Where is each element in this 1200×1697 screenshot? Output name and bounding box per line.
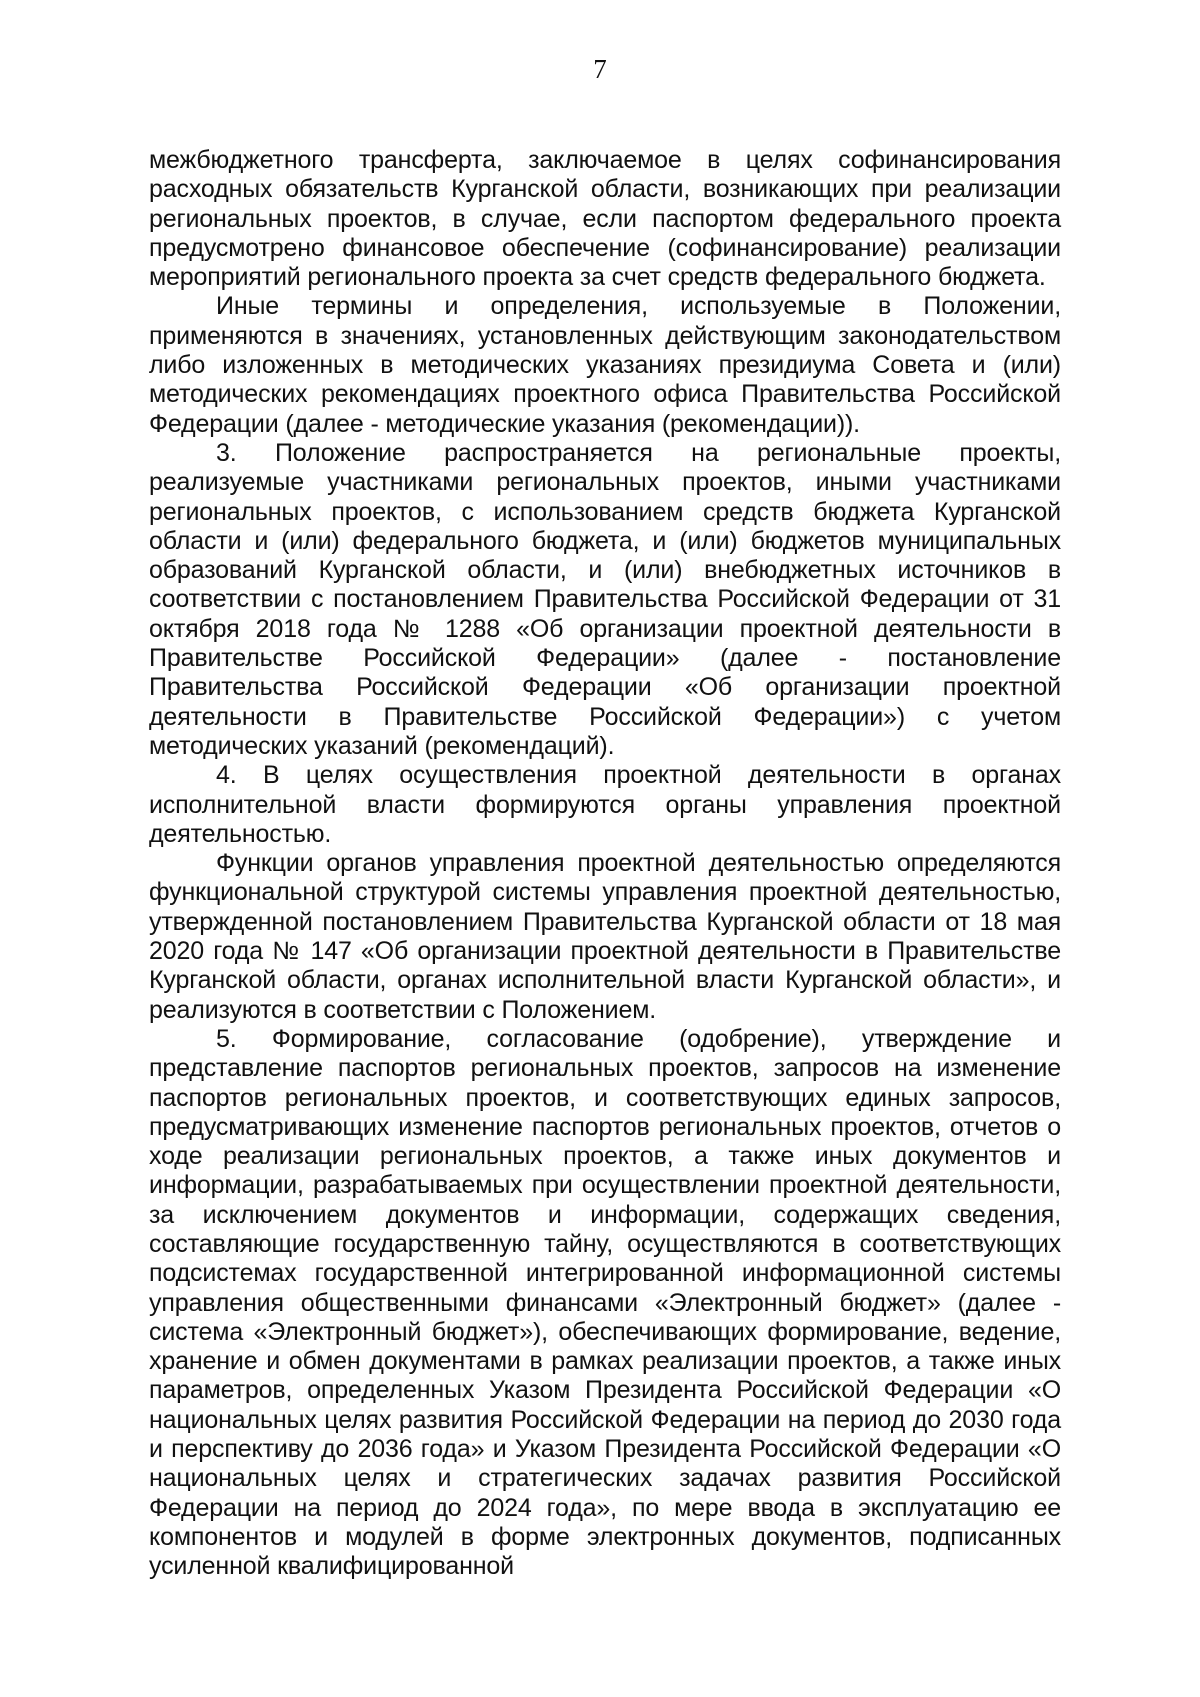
page-number: 7: [593, 54, 607, 84]
paragraph-continuation: межбюджетного трансферта, заключаемое в целях софинансирования расходных обязательств Курганской области, возникающих при реализации региональных проектов, в случае, если паспортом федерального проекта предусмотрено финансовое обеспечение (софинансирование) реализации мероприятий регионального проекта за счет средств федерального бюджета.: [149, 146, 1061, 292]
paragraph-item-4: 4. В целях осуществления проектной деятельности в органах исполнительной власти формируются органы управления проектной деятельностью.: [149, 761, 1061, 848]
paragraph-item-3: 3. Положение распространяется на региональные проекты, реализуемые участниками региональных проектов, иными участниками региональных проектов, с использованием средств бюджета Курганской области и (или) федерального бюджета, и (или) бюджетов муниципальных образований Курганской области, и (или) внебюджетных источников в соответствии с постановлением Правительства Российской Федерации от 31 октября 2018 года № 1288 «Об организации проектной деятельности в Правительстве Российской Федерации» (далее - постановление Правительства Российской Федерации «Об организации проектной деятельности в Правительстве Российской Федерации») с учетом методических указаний (рекомендаций).: [149, 438, 1061, 760]
paragraph-item-5: 5. Формирование, согласование (одобрение), утверждение и представление паспортов региональных проектов, запросов на изменение паспортов региональных проектов, и соответствующих единых запросов, предусматривающих изменение паспортов региональных проектов, отчетов о ходе реализации региональных проектов, а также иных документов и информации, разрабатываемых при осуществлении проектной деятельности, за исключением документов и информации, содержащих сведения, составляющие государственную тайну, осуществляются в соответствующих подсистемах государственной интегрированной информационной системы управления общественными финансами «Электронный бюджет» (далее - система «Электронный бюджет»), обеспечивающих формирование, ведение, хранение и обмен документами в рамках реализации проектов, а также иных параметров, определенных Указом Президента Российской Федерации «О национальных целях развития Российской Федерации на период до 2030 года и перспективу до 2036 года» и Указом Президента Российской Федерации «О национальных целях и стратегических задачах развития Российской Федерации на период до 2024 года», по мере ввода в эксплуатацию ее компонентов и модулей в форме электронных документов, подписанных усиленной квалифицированной: [149, 1024, 1061, 1581]
paragraph-functions: Функции органов управления проектной деятельностью определяются функциональной структурой системы управления проектной деятельностью, утвержденной постановлением Правительства Курганской области от 18 мая 2020 года № 147 «Об организации проектной деятельности в Правительстве Курганской области, органах исполнительной власти Курганской области», и реализуются в соответствии с Положением.: [149, 849, 1061, 1024]
document-body: [149, 146, 1061, 1582]
paragraph-terms: Иные термины и определения, используемые в Положении, применяются в значениях, установленных действующим законодательством либо изложенных в методических указаниях президиума Совета и (или) методических рекомендациях проектного офиса Правительства Российской Федерации (далее - методические указания (рекомендации)).: [149, 292, 1061, 438]
